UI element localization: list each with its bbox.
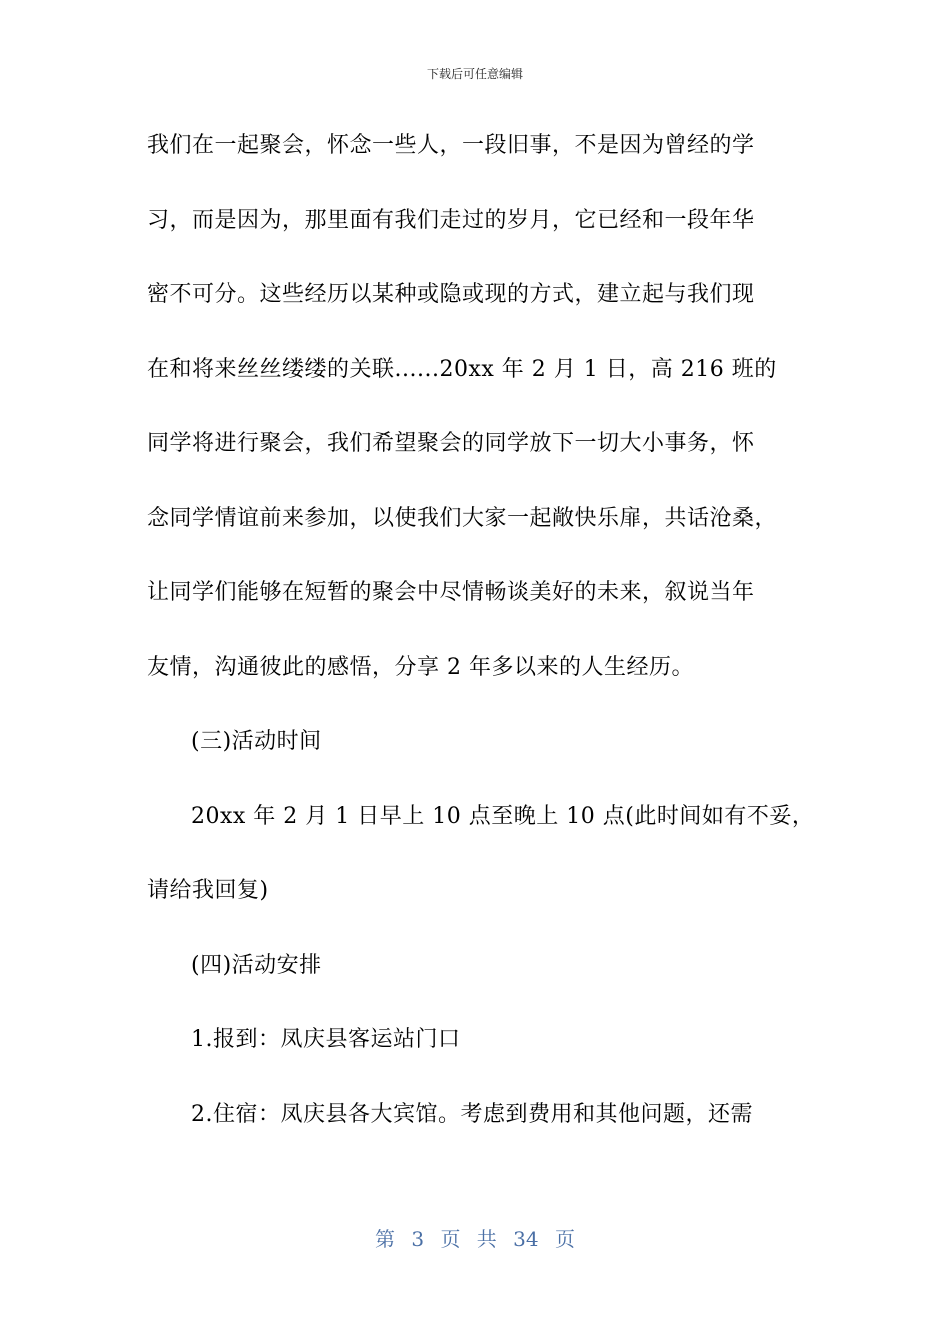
section-heading-activity-arrangement: (四)活动安排 [191, 952, 322, 978]
document-body [147, 126, 815, 1169]
page-header: 下载后可任意编辑 [426, 67, 523, 81]
paragraph-line: 20xx 年 2 月 1 日早上 10 点至晚上 10 点(此时间如有不妥， [191, 803, 815, 829]
paragraph-line: 习，而是因为，那里面有我们走过的岁月，它已经和一段年华 [147, 207, 755, 233]
paragraph-line: 请给我回复) [147, 878, 269, 903]
list-item: 1.报到：凤庆县客运站门口 [191, 1027, 461, 1052]
paragraph-line: 让同学们能够在短暂的聚会中尽情畅谈美好的未来，叙说当年 [147, 580, 755, 605]
paragraph-line: 友情，沟通彼此的感悟，分享 2 年多以来的人生经历。 [147, 654, 694, 680]
paragraph-line: 密不可分。这些经历以某种或隐或现的方式，建立起与我们现 [147, 282, 755, 307]
paragraph-line: 同学将进行聚会，我们希望聚会的同学放下一切大小事务，怀 [147, 431, 755, 456]
section-heading-activity-time: (三)活动时间 [191, 729, 322, 754]
paragraph-line: 在和将来丝丝缕缕的关联......20xx 年 2 月 1 日，高 216 班的 [147, 356, 777, 382]
page-number-footer: 第 3 页 共 34 页 [375, 1227, 575, 1251]
paragraph-line: 我们在一起聚会，怀念一些人，一段旧事，不是因为曾经的学 [147, 133, 755, 158]
list-item: 2.住宿：凤庆县各大宾馆。考虑到费用和其他问题，还需 [191, 1101, 753, 1127]
paragraph-line: 念同学情谊前来参加，以使我们大家一起敞快乐扉，共话沧桑， [147, 505, 778, 531]
